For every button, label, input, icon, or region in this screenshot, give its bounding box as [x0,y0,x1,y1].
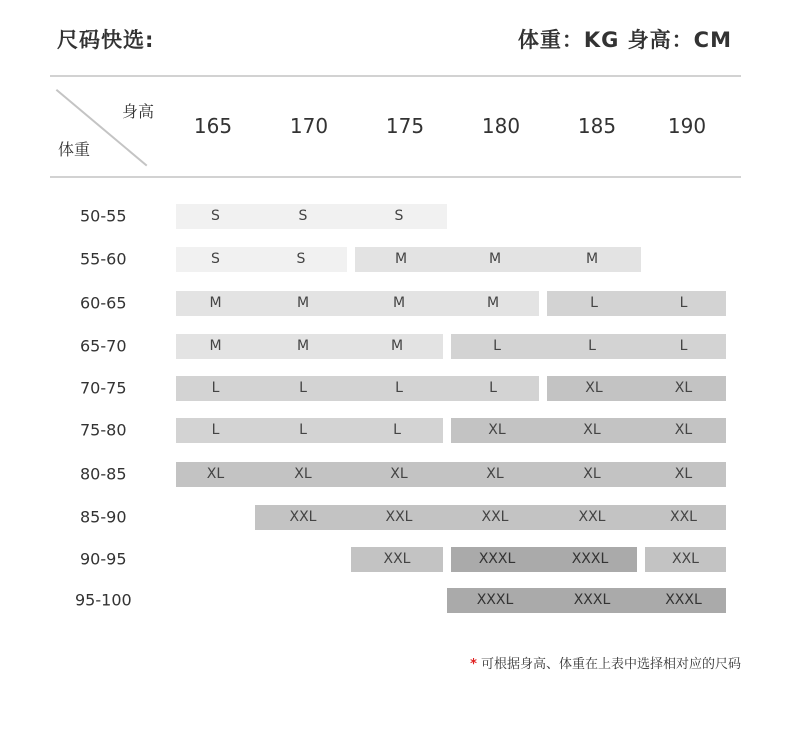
size-cell: XL [641,462,726,487]
size-cell: M [351,291,447,316]
weight-label-80-85: 80-85 [80,464,127,484]
size-cell: M [447,291,539,316]
size-cell: XXL [447,505,543,530]
height-header-170: 170 [289,114,329,138]
size-cell: M [447,247,543,272]
height-header-185: 185 [577,114,617,138]
size-cell: L [547,291,641,316]
height-header-165: 165 [193,114,233,138]
size-cell: XXL [641,505,726,530]
size-cell: XL [641,418,726,443]
footnote-star: * [470,657,477,672]
size-cell: L [351,418,443,443]
size-cell: XXL [351,547,443,572]
footnote-text: 可根据身高、体重在上表中选择相对应的尺码 [480,657,741,672]
size-cell: L [176,418,255,443]
size-cell: XL [176,462,255,487]
size-cell: L [641,291,726,316]
weight-label-70-75: 70-75 [80,378,127,398]
size-cell: L [451,334,543,359]
weight-label-65-70: 65-70 [80,336,127,356]
size-cell: S [255,247,347,272]
height-header-180: 180 [481,114,521,138]
page-title: 尺码快选: [57,28,155,52]
size-cell: XL [543,418,641,443]
footnote [470,653,741,672]
size-cell: XL [447,462,543,487]
size-cell: XXL [255,505,351,530]
size-cell: XL [255,462,351,487]
units-legend: 体重：KG 身高：CM [517,28,732,52]
size-cell: S [176,247,255,272]
size-cell: XL [641,376,726,401]
size-cell: XXXL [451,547,543,572]
size-cell: L [641,334,726,359]
size-cell: L [255,376,351,401]
size-cell: M [176,291,255,316]
size-cell: XXL [645,547,726,572]
height-header-190: 190 [667,114,707,138]
weight-label-60-65: 60-65 [80,293,127,313]
weight-label-95-100: 95-100 [75,590,132,610]
size-cell: L [543,334,641,359]
size-cell: XXL [351,505,447,530]
size-cell: XXXL [543,588,641,613]
corner-weight-label: 体重 [58,140,91,159]
corner-height-label: 身高 [122,102,155,121]
size-cell: M [255,291,351,316]
size-cell: S [176,204,255,229]
size-cell: XL [543,462,641,487]
size-cell: L [176,376,255,401]
size-cell: XL [451,418,543,443]
weight-label-55-60: 55-60 [80,249,127,269]
size-cell: S [255,204,351,229]
size-cell: M [355,247,447,272]
weight-label-90-95: 90-95 [80,549,127,569]
size-cell: M [176,334,255,359]
size-cell: XXXL [447,588,543,613]
weight-label-50-55: 50-55 [80,206,127,226]
size-cell: XXXL [641,588,726,613]
size-cell: XL [547,376,641,401]
size-cell: XL [351,462,447,487]
weight-label-75-80: 75-80 [80,420,127,440]
size-cell: XXXL [543,547,637,572]
top-divider [50,75,741,77]
weight-label-85-90: 85-90 [80,507,127,527]
size-cell: L [447,376,539,401]
size-cell: S [351,204,447,229]
size-cell: M [255,334,351,359]
size-cell: L [351,376,447,401]
size-cell: XXL [543,505,641,530]
header-divider [50,176,741,178]
size-cell: M [351,334,443,359]
height-header-175: 175 [385,114,425,138]
size-cell: M [543,247,641,272]
size-cell: L [255,418,351,443]
